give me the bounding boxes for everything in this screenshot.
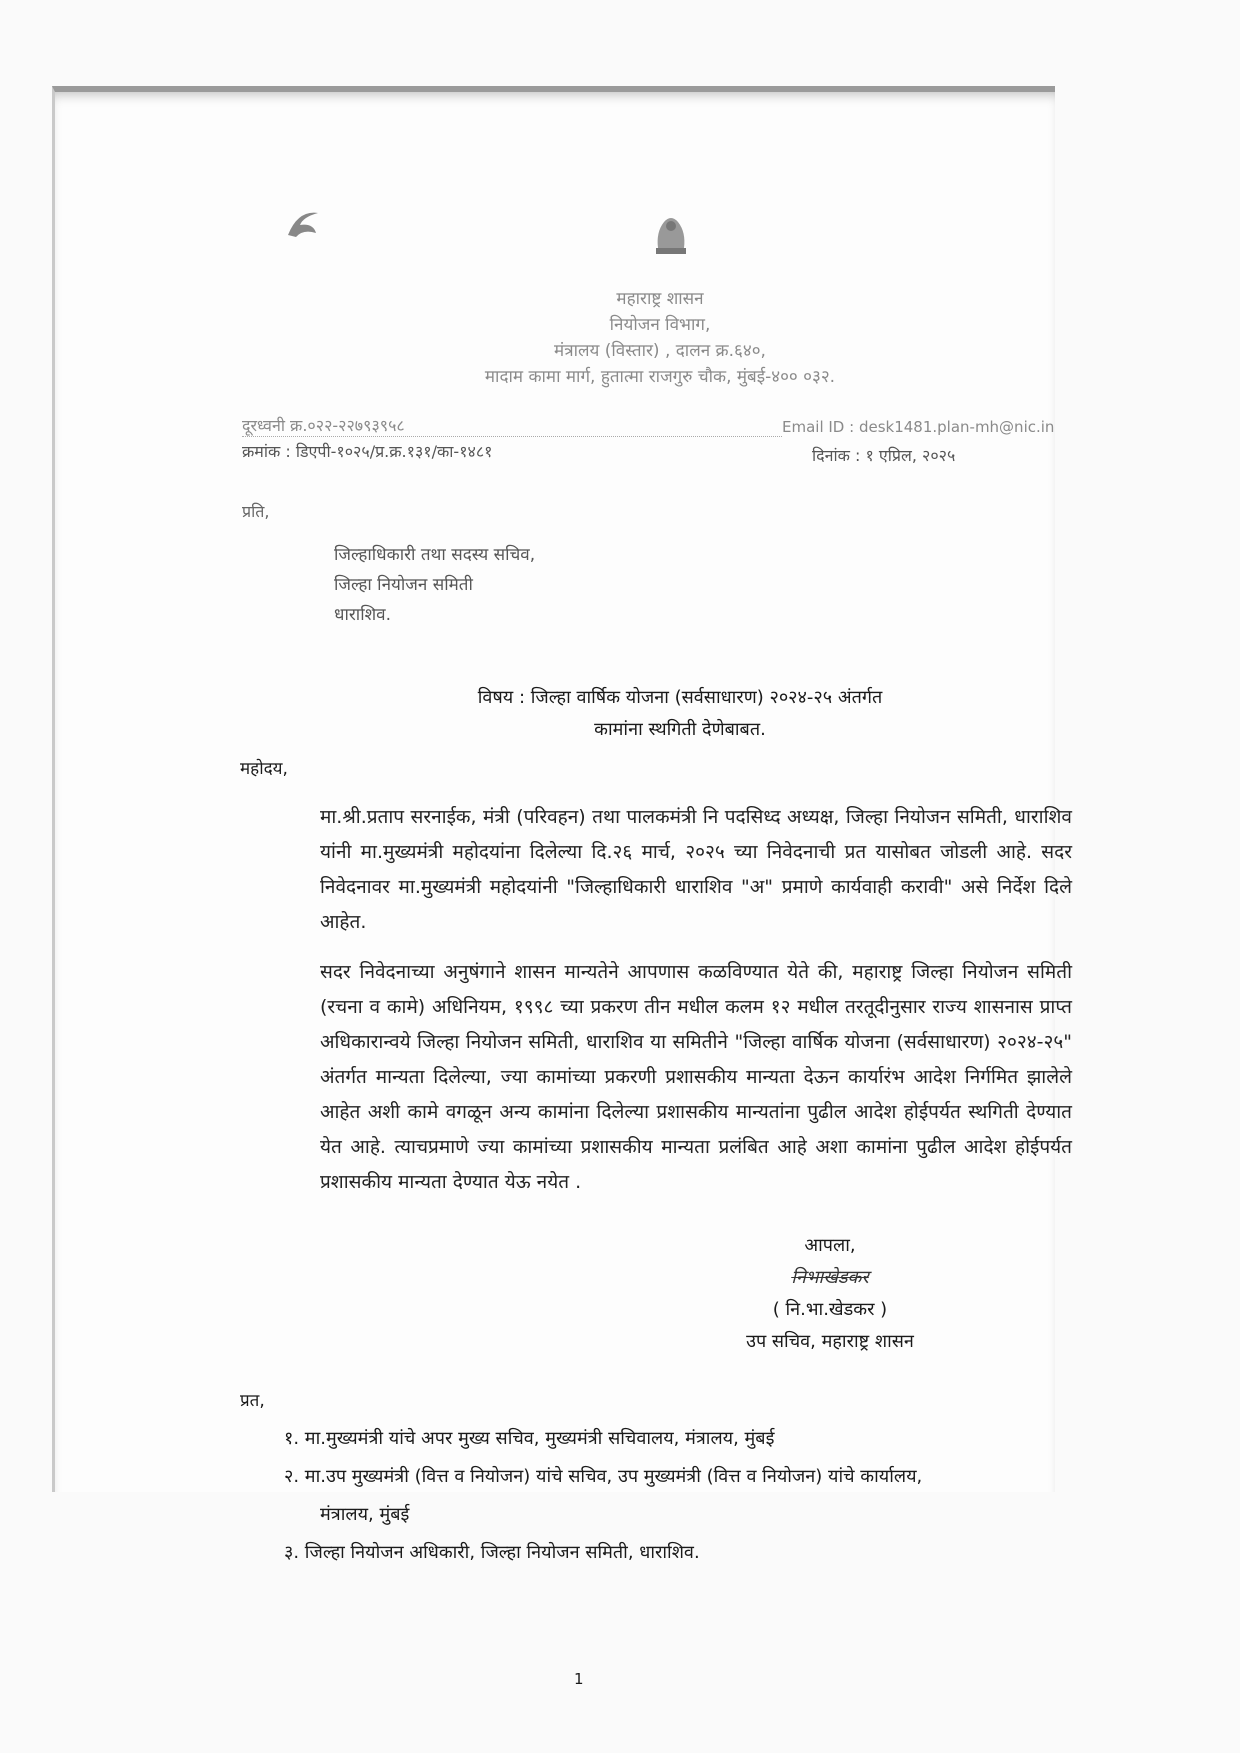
department-logo-icon	[278, 205, 328, 245]
reference-number: क्रमांक : डिएपी-१०२५/प्र.क्र.१३१/का-१४८१	[242, 442, 493, 461]
salutation: महोदय,	[240, 759, 288, 779]
subject	[400, 682, 960, 746]
street-address: मादाम कामा मार्ग, हुतात्मा राजगुरु चौक, मुंबई-४०० ०३२.	[484, 367, 836, 387]
copy-list	[284, 1420, 1084, 1572]
copy-item: २. मा.उप मुख्यमंत्री (वित्त व नियोजन) यांचे सचिव, उप मुख्यमंत्री (वित्त व नियोजन) यांचे कार्यालय,	[284, 1466, 923, 1487]
national-emblem-icon	[648, 212, 694, 260]
copy-prefix: प्रत,	[240, 1391, 265, 1411]
signatory-name: ( नि.भा.खेडकर )	[772, 1299, 888, 1320]
department-name: नियोजन विभाग,	[609, 315, 711, 335]
subject-line: विषय : जिल्हा वार्षिक योजना (सर्वसाधारण) २०२४-२५ अंतर्गत	[477, 687, 883, 708]
paragraph-text: सदर निवेदनाच्या अनुषंगाने शासन मान्यतेने आपणास कळविण्यात येते की, महाराष्ट्र जिल्हा नियोजन समिती (रचना व कामे) अधिनियम, १९९८ च्या प्रकरण तीन मधील कलम १२ मधील तरतूदीनुसार राज्य शासनास प्राप्त अधिकारान्वये जिल्हा नियोजन समिती, धाराशिव या समितीने "जिल्हा वार्षिक योजना (सर्वसाधारण) २०२४-२५" अंतर्गत मान्यता दिलेल्या, ज्या कामांच्या प्रकरणी प्रशासकीय मान्यता देऊन कार्यारंभ आदेश निर्गमित झालेले आहेत अशी कामे वगळून अन्य कामांना दिलेल्या प्रशासकीय मान्यतांना पुढील आदेश होईपर्यत स्थगिती देण्यात येत आहे. त्याचप्रमाणे ज्या कामांच्या प्रशासकीय मान्यता प्रलंबित आहे अशा कामांना पुढील आदेश होईपर्यत प्रशासकीय मान्यता देण्यात येऊ नयेत .	[320, 961, 1072, 1193]
recipient-line: धाराशिव.	[334, 605, 392, 625]
signature-block	[700, 1230, 960, 1358]
letter-date: दिनांक : १ एप्रिल, २०२५	[812, 446, 956, 465]
subject-line: कामांना स्थगिती देणेबाबत.	[594, 719, 766, 740]
copy-item: ३. जिल्हा नियोजन अधिकारी, जिल्हा नियोजन समिती, धाराशिव.	[284, 1542, 700, 1563]
org-name: महाराष्ट्र शासन	[616, 289, 704, 309]
recipient-line: जिल्हा नियोजन समिती	[334, 575, 473, 595]
page-number: 1	[574, 1670, 584, 1688]
closing: आपला,	[804, 1235, 856, 1256]
paragraph	[320, 800, 1072, 940]
recipient-block	[334, 540, 535, 630]
handwritten-signature: निभाखेडकर	[791, 1267, 869, 1288]
recipient-line: जिल्हाधिकारी तथा सदस्य सचिव,	[334, 545, 536, 565]
copy-item: मंत्रालय, मुंबई	[320, 1504, 410, 1525]
phone-number: दूरध्वनी क्र.०२२-२२७९३९५८	[242, 414, 782, 437]
paragraph	[320, 955, 1072, 1200]
to-prefix: प्रति,	[242, 502, 270, 521]
signatory-designation: उप सचिव, महाराष्ट्र शासन	[746, 1331, 914, 1352]
email-id: Email ID : desk1481.plan-mh@nic.in	[782, 418, 1055, 436]
paragraph-text: मा.श्री.प्रताप सरनाईक, मंत्री (परिवहन) तथा पालकमंत्री नि पदसिध्द अध्यक्ष, जिल्हा नियोजन समिती, धाराशिव यांनी मा.मुख्यमंत्री महोदयांना दिलेल्या दि.२६ मार्च, २०२५ च्या निवेदनाची प्रत यासोबत जोडली आहे. सदर निवेदनावर मा.मुख्यमंत्री महोदयांनी "जिल्हाधिकारी धाराशिव "अ" प्रमाणे कार्यवाही करावी" असे निर्देश दिले आहेत.	[320, 806, 1072, 933]
copy-item: १. मा.मुख्यमंत्री यांचे अपर मुख्य सचिव, मुख्यमंत्री सचिवालय, मंत्रालय, मुंबई	[284, 1428, 775, 1449]
office-address: मंत्रालय (विस्तार) , दालन क्र.६४०,	[554, 341, 766, 361]
